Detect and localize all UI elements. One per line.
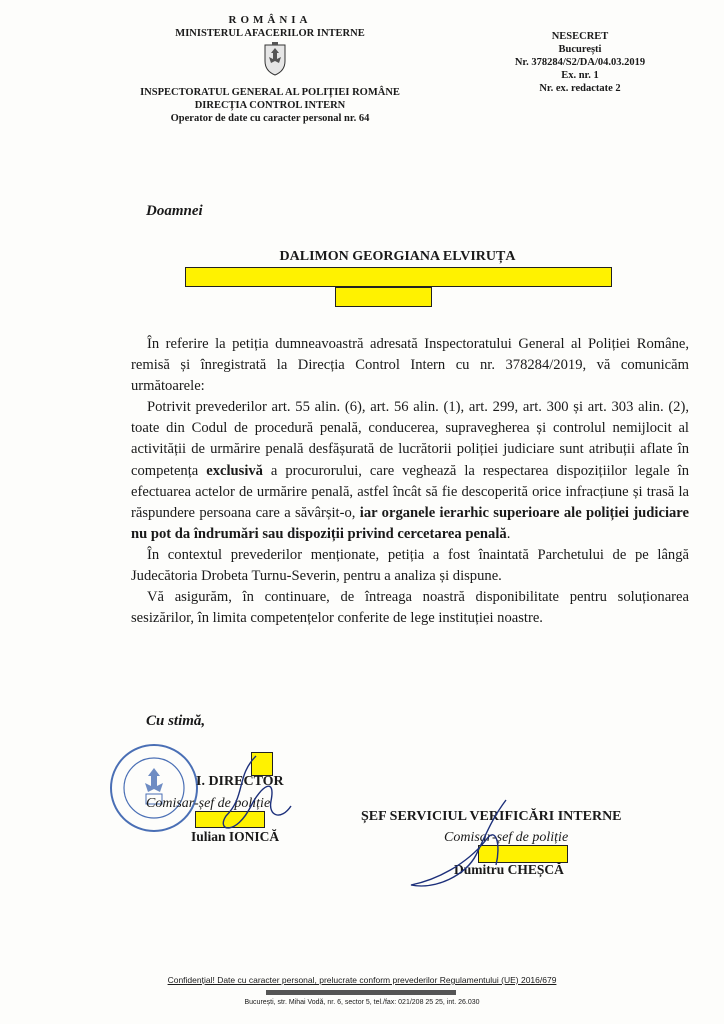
paragraph-3: În contextul prevederilor menționate, petiția a fost înaintată Parchetului de pe lângă Judecătoria Drobeta Turnu-Severin, pentru a analiza și dispune. — [131, 546, 689, 585]
header-ministry: MINISTERUL AFACERILOR INTERNE — [175, 28, 365, 39]
header-left — [100, 14, 440, 40]
right-signature-title: ȘEF SERVICIUL VERIFICĂRI INTERNE — [361, 809, 622, 824]
reference-number: Nr. 378284/S2/DA/04.03.2019 — [514, 57, 646, 68]
redaction-address-line-2 — [335, 287, 432, 307]
footer-address: București, str. Mihai Vodă, nr. 6, sector 5, tel./fax: 021/208 25 25, int. 26.030 — [244, 999, 480, 1006]
classification: NESECRET — [551, 31, 609, 42]
header-inspectorate: INSPECTORATUL GENERAL AL POLIȚIEI ROMÂNE — [140, 87, 400, 98]
left-signature-title: I. DIRECTOR — [196, 774, 284, 789]
paragraph-2-text-b: a procurorului, care veghează la respectarea dispozițiilor legale în efectuarea actelor de urmărire penală, astfel încât să fie descoperită orice infracțiune și trasă la răspundere persoana care a săvârșit-o, — [131, 462, 689, 521]
footer-divider — [266, 990, 456, 995]
paragraph-2 — [131, 397, 689, 545]
footer-privacy-text: Confidențial! Date cu caracter personal, prelucrate conform prevederilor Regulamentului (UE) 2016/679 — [167, 975, 557, 985]
left-signature-name: Iulian IONICĂ — [191, 829, 280, 844]
salutation: Doamnei — [146, 203, 203, 219]
handwritten-signature-right-icon — [396, 795, 536, 895]
coat-of-arms-icon — [262, 41, 288, 77]
letter-body — [131, 334, 689, 629]
official-stamp-icon — [108, 742, 200, 834]
city: București — [558, 44, 602, 55]
header-operator: Operator de date cu caracter personal nr. 64 — [170, 113, 370, 124]
header-country: ROMÂNIA — [228, 14, 312, 26]
header-right — [500, 30, 660, 95]
addressee-name: DALIMON GEORGIANA ELVIRUȚA — [279, 249, 516, 264]
handwritten-signature-left-icon — [196, 746, 306, 846]
header-directorate: DIRECȚIA CONTROL INTERN — [194, 100, 346, 111]
paragraph-2-bold-1: exclusivă — [206, 462, 263, 479]
paragraph-2-text-c: . — [506, 525, 511, 542]
paragraph-4: Vă asigurăm, în continuare, de întreaga noastră disponibilitate pentru soluționarea sesizărilor, în limita competențelor conferite de lege instituției noastre. — [131, 589, 689, 627]
copy-number: Ex. nr. 1 — [561, 70, 599, 81]
paragraph-2-bold-2: iar organele ierarhic superioare ale poliției judiciare nu pot da îndrumări sau dispoziții privind cercetarea penală — [131, 504, 689, 542]
closing: Cu stimă, — [146, 713, 206, 729]
redaction-address-line — [185, 267, 612, 287]
header-left-lower — [100, 86, 440, 125]
copies-written: Nr. ex. redactate 2 — [539, 83, 621, 94]
left-signature-rank: Comisar-șef de poliție — [146, 796, 271, 811]
paragraph-1: În referire la petiția dumneavoastră adresată Inspectoratului General al Poliției Române, remisă și înregistrată la Direcția Control Intern cu nr. 378284/2019, vă comunicăm următoarele: — [131, 336, 689, 395]
paragraph-2-text-a: Potrivit prevederilor art. 55 alin. (6), art. 56 alin. (1), art. 299, art. 300 și art. 303 alin. (2), toate din Codul de procedură penală, conducerea, supravegherea și controlul nemijlocit al activității de urmărire penală desfășurată de lucrătorii poliției judiciare sunt atribuții aflate în competența — [131, 399, 689, 479]
right-signature-rank: Comisar-șef de poliție — [444, 830, 569, 845]
right-signature-name: Dumitru CHEȘCĂ — [454, 862, 564, 877]
footer-privacy-notice — [0, 975, 724, 985]
